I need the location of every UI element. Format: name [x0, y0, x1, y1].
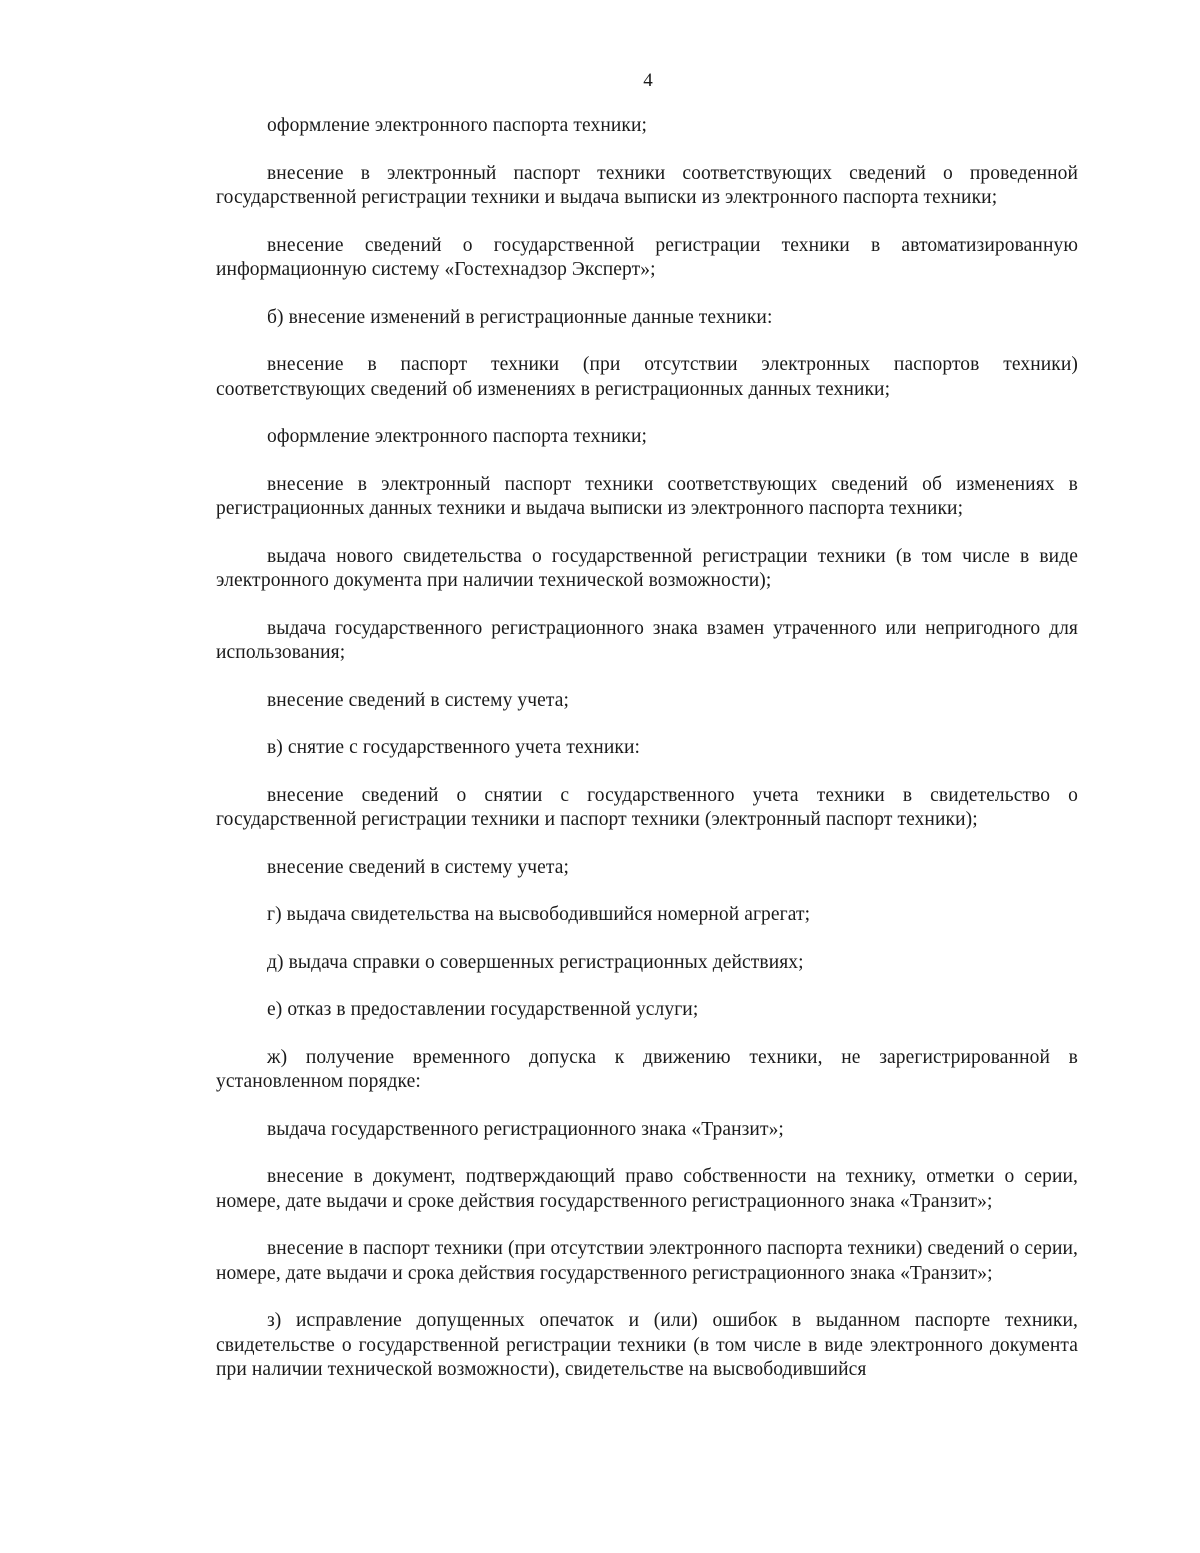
list-item-d: д) выдача справки о совершенных регистрационных действиях;	[267, 951, 804, 973]
paragraph: выдача государственного регистрационного знака «Транзит»;	[267, 1118, 784, 1140]
paragraph: внесение в паспорт техники (при отсутствии электронных паспортов техники) соответствующих сведений об изменениях в регистрационных данных техники;	[216, 354, 1078, 400]
paragraph: внесение в электронный паспорт техники соответствующих сведений об изменениях в регистрационных данных техники и выдача выписки из электронного паспорта техники;	[216, 473, 1078, 519]
document-body	[216, 114, 1078, 1383]
paragraph: внесение в документ, подтверждающий право собственности на технику, отметки о серии, номере, дате выдачи и сроке действия государственного регистрационного знака «Транзит»;	[216, 1166, 1078, 1212]
paragraph: внесение в электронный паспорт техники соответствующих сведений о проведенной государственной регистрации техники и выдача выписки из электронного паспорта техники;	[216, 162, 1078, 208]
list-item-z: з) исправление допущенных опечаток и (или) ошибок в выданном паспорте техники, свидетельстве о государственной регистрации техники (в том числе в виде электронного документа при наличии технической возможности), свидетельстве на высвободившийся	[216, 1310, 1078, 1380]
paragraph: внесение сведений о снятии с государственного учета техники в свидетельство о государственной регистрации техники и паспорт техники (электронный паспорт техники);	[216, 784, 1078, 830]
list-item-g: г) выдача свидетельства на высвободившийся номерной агрегат;	[267, 904, 811, 925]
list-item-e: е) отказ в предоставлении государственной услуги;	[267, 999, 699, 1020]
paragraph: внесение сведений о государственной регистрации техники в автоматизированную информационную систему «Гостехнадзор Эксперт»;	[216, 234, 1078, 280]
paragraph: внесение сведений в систему учета;	[267, 689, 570, 711]
list-item-v: в) снятие с государственного учета техники:	[267, 737, 641, 758]
list-item-zh: ж) получение временного допуска к движению техники, не зарегистрированной в установленном порядке:	[216, 1046, 1078, 1092]
paragraph: оформление электронного паспорта техники;	[267, 115, 648, 136]
page-number: 4	[643, 70, 653, 91]
list-item-b: б) внесение изменений в регистрационные данные техники:	[267, 306, 773, 328]
paragraph: выдача нового свидетельства о государственной регистрации техники (в том числе в виде электронного документа при наличии технической возможности);	[216, 545, 1078, 591]
paragraph: внесение сведений в систему учета;	[267, 856, 570, 878]
paragraph: оформление электронного паспорта техники;	[267, 426, 648, 447]
paragraph: внесение в паспорт техники (при отсутствии электронного паспорта техники) сведений о серии, номере, дате выдачи и срока действия государственного регистрационного знака «Транзит»;	[216, 1238, 1078, 1284]
paragraph: выдача государственного регистрационного знака взамен утраченного или непригодного для использования;	[216, 617, 1078, 663]
